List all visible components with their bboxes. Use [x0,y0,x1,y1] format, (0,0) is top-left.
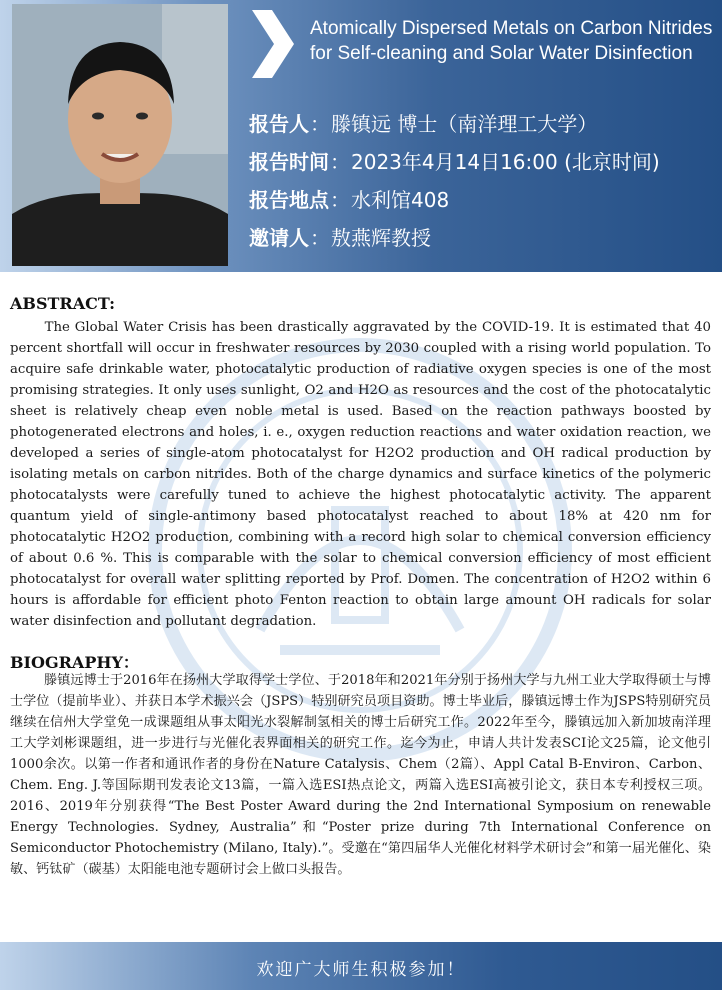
time-row [249,148,660,176]
speaker-label: 报告人 [249,112,309,136]
separator: ： [330,188,350,212]
talk-title: Atomically Dispersed Metals on Carbon Nitrides for Self-cleaning and Solar Water Disinfection [310,18,713,64]
biography-text: 滕镇远博士于2016年在扬州大学取得学士学位、于2018年和2021年分别于扬州大学与九州工业大学取得硕士与博士学位（提前毕业）、并获日本学术振兴会（JSPS）特别研究员项目资助。博士毕业后，滕镇远博士作为JSPS特别研究员继续在信州大学堂免一成课题组从事太阳光水裂解制氢相关的博士后研究工作。2022年至今，滕镇远加入新加坡南洋理工大学刘彬课题组，进一步进行与光催化表界面相关的研究工作。迄今为止，申请人共计发表SCI论文25篇，论文他引1000余次。以第一作者和通讯作者的身份在Nature Catalysis、Chem（2篇）、Appl Catal B-Environ、Carbon、Chem. Eng. J.等国际期刊发表论文13篇，一篇入选ESI热点论文，两篇入选ESI高被引论文，获日本专利授权三项。2016、2019年分别获得“The Best Poster Award during the 2nd International Symposium on renewable Energy Technologies. Sydney, Australia”和“Poster prize during 7th International Conference on Semiconductor Photochemistry (Milano, Italy).”。受邀在“第四届华人光催化材料学术研讨会”和第一届光催化、染敏、钙钛矿（碳基）太阳能电池专题研讨会上做口头报告。 [10,673,711,877]
header-banner [0,0,722,272]
speaker-value: 滕镇远 博士（南洋理工大学） [331,112,598,136]
speaker-portrait-illustration [12,4,228,266]
location-row [249,186,449,214]
inviter-value: 敖燕辉教授 [331,226,431,250]
location-value: 水利馆408 [351,188,450,212]
inviter-label: 邀请人 [249,226,309,250]
footer-banner [0,942,722,990]
biography-heading: BIOGRAPHY： [10,653,139,672]
separator: ： [310,112,330,136]
chevron-right-icon [250,10,296,78]
abstract-heading: ABSTRACT: [10,294,116,313]
abstract-text: The Global Water Crisis has been drastically aggravated by the COVID-19. It is estimated that 40 percent shortfall will occur in freshwater resources by 2030 coupled with a rising world population. To acquire safe drinkable water, photocatalytic production of radiative oxygen species is one of the most promising strategies. It only uses sunlight, O2 and H2O as resources and the cost of the photocatalytic sheet is relatively cheap even noble metal is used. Based on the reaction pathways boosted by photogenerated electrons and holes, i. e., oxygen reduction reactions and water oxidation reaction, we developed a series of single-atom photocatalyst for H2O2 production and OH radical production by isolating metals on carbon nitrides. Both of the charge dynamics and surface kinetics of the polymeric photocatalysts were carefully tuned to achieve the highest photocatalytic activity. The apparent quantum yield of single-antimony based photocatalyst reached to about 18% at 420 nm for photocatalytic H2O2 production, combining with a record high solar to chemical conversion efficiency of about 0.6 %. This is comparable with the solar to chemical conversion efficiency of most efficient photocatalyst for overall water splitting reported by Prof. Domen. The concentration of H2O2 within 6 hours is affordable for efficient photo Fenton reaction to obtain large amount OH radicals for solar water disinfection and pollutant degradation. [10,320,711,629]
inviter-row [249,224,431,252]
separator: ： [310,226,330,250]
bottom-margin [0,990,722,1008]
speaker-row [249,110,597,138]
time-value: 2023年4月14日16:00 (北京时间) [351,150,660,174]
speaker-photo [12,4,228,266]
footer-invitation: 欢迎广大师生积极参加！ [256,960,466,980]
separator: ： [330,150,350,174]
location-label: 报告地点 [249,188,329,212]
time-label: 报告时间 [249,150,329,174]
